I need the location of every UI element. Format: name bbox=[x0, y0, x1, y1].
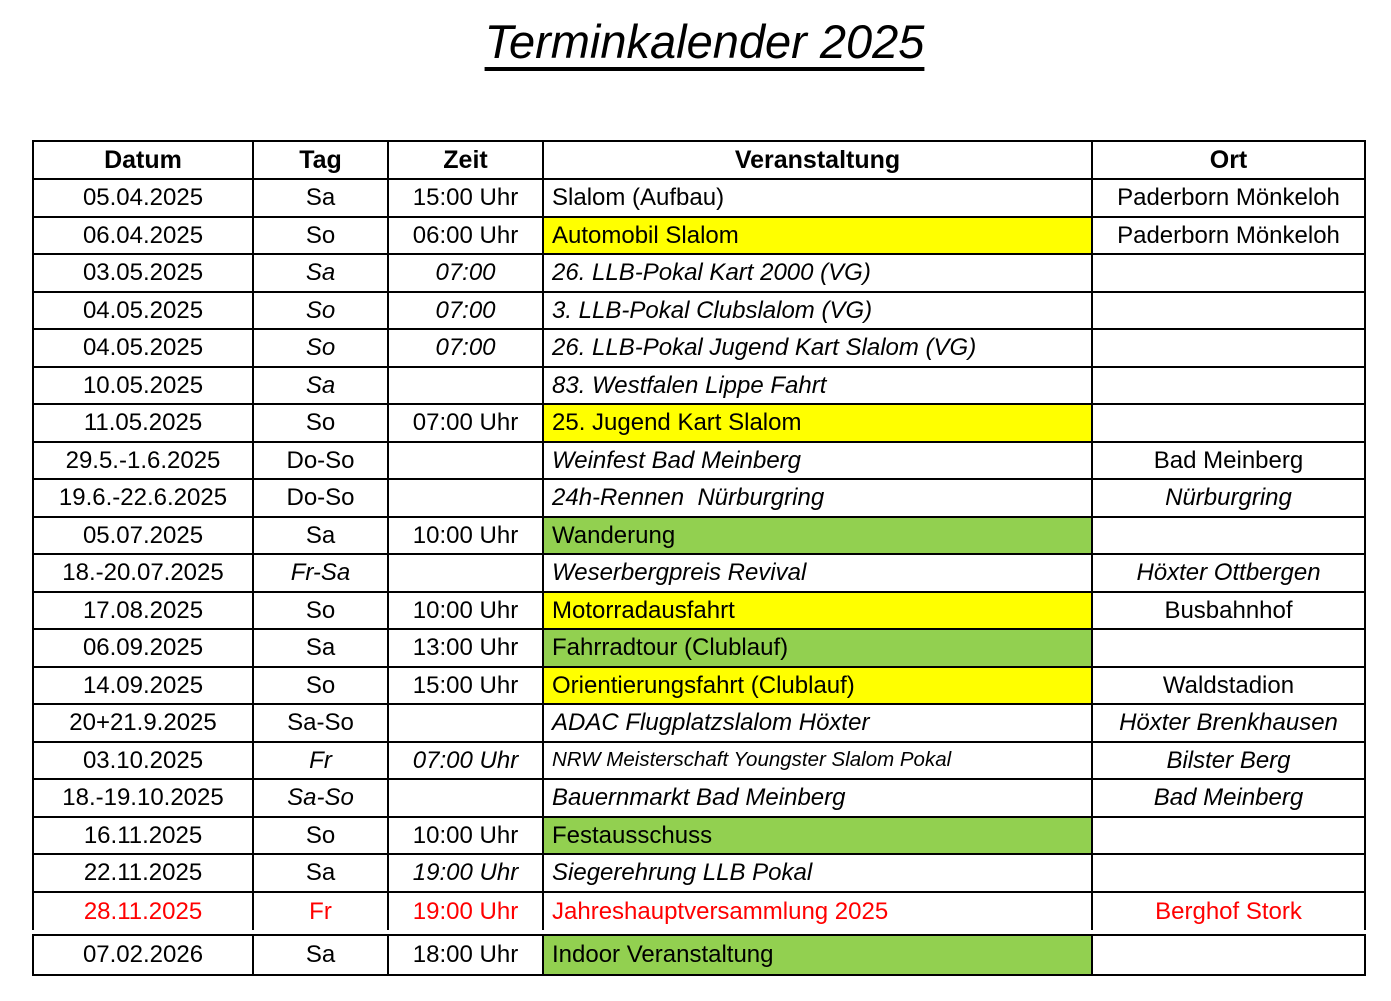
table-row bbox=[34, 518, 1364, 556]
cell-ort bbox=[1093, 330, 1364, 366]
table-row bbox=[34, 780, 1364, 818]
cell-zeit: 15:00 Uhr bbox=[389, 180, 544, 216]
header-cell-veranstaltung: Veranstaltung bbox=[544, 142, 1093, 178]
cell-ort: Bilster Berg bbox=[1166, 746, 1291, 774]
cell-tag: So bbox=[254, 218, 389, 254]
cell-veranstaltung: Slalom (Aufbau) bbox=[544, 180, 1093, 216]
cell-zeit bbox=[389, 780, 544, 816]
table-row bbox=[34, 180, 1364, 218]
cell-veranstaltung: Orientierungsfahrt (Clublauf) bbox=[544, 668, 1093, 704]
table-row bbox=[34, 818, 1364, 856]
table-row bbox=[34, 368, 1364, 406]
table-row bbox=[34, 330, 1364, 368]
cell-tag: So bbox=[254, 818, 389, 854]
cell-zeit: 10:00 Uhr bbox=[389, 593, 544, 629]
page-title: Terminkalender 2025 bbox=[484, 15, 925, 68]
table-row bbox=[34, 405, 1364, 443]
cell-zeit bbox=[389, 480, 544, 516]
cell-datum: 14.09.2025 bbox=[34, 668, 254, 704]
table-row bbox=[34, 255, 1364, 293]
cell-veranstaltung: 26. LLB-Pokal Jugend Kart Slalom (VG) bbox=[544, 330, 1093, 366]
table-row bbox=[34, 743, 1364, 781]
cell-veranstaltung: Jahreshauptversammlung 2025 bbox=[544, 893, 1093, 931]
cell-ort: Waldstadion bbox=[1162, 671, 1295, 699]
table-row bbox=[34, 480, 1364, 518]
table-row bbox=[34, 555, 1364, 593]
cell-ort: Höxter Brenkhausen bbox=[1119, 709, 1338, 737]
cell-ort: Nürburgring bbox=[1165, 484, 1292, 512]
cell-datum: 11.05.2025 bbox=[34, 405, 254, 441]
cell-tag: Sa bbox=[254, 180, 389, 216]
cell-ort: Bad Meinberg bbox=[1153, 784, 1304, 812]
cell-veranstaltung: Fahrradtour (Clublauf) bbox=[544, 630, 1093, 666]
cell-datum: 28.11.2025 bbox=[34, 893, 254, 931]
cell-ort: Paderborn Mönkeloh bbox=[1117, 221, 1340, 249]
cell-zeit: 07:00 Uhr bbox=[389, 743, 544, 779]
table-row bbox=[34, 893, 1364, 931]
cell-ort bbox=[1093, 630, 1364, 666]
table-row bbox=[34, 443, 1364, 481]
cell-veranstaltung: 3. LLB-Pokal Clubslalom (VG) bbox=[544, 293, 1093, 329]
cell-tag: So bbox=[254, 668, 389, 704]
cell-ort bbox=[1093, 855, 1364, 891]
cell-datum: 20+21.9.2025 bbox=[34, 705, 254, 741]
cell-tag: Sa bbox=[254, 255, 389, 291]
cell-tag: Sa-So bbox=[254, 705, 389, 741]
cell-datum: 10.05.2025 bbox=[34, 368, 254, 404]
cell-datum: 05.04.2025 bbox=[34, 180, 254, 216]
cell-tag: So bbox=[254, 593, 389, 629]
cell-ort bbox=[1093, 405, 1364, 441]
cell-tag: So bbox=[254, 330, 389, 366]
cell-veranstaltung: 24h-Rennen Nürburgring bbox=[544, 480, 1093, 516]
cell-zeit: 07:00 bbox=[389, 255, 544, 291]
cell-zeit: 10:00 Uhr bbox=[389, 818, 544, 854]
cell-datum: 07.02.2026 bbox=[34, 936, 254, 974]
table-row bbox=[34, 218, 1364, 256]
cell-datum: 29.5.-1.6.2025 bbox=[34, 443, 254, 479]
cell-ort bbox=[1093, 518, 1364, 554]
cell-tag: Fr-Sa bbox=[254, 555, 389, 591]
cell-datum: 16.11.2025 bbox=[34, 818, 254, 854]
cell-zeit bbox=[389, 555, 544, 591]
cell-veranstaltung: Wanderung bbox=[544, 518, 1093, 554]
cell-veranstaltung: Automobil Slalom bbox=[544, 218, 1093, 254]
cell-zeit: 18:00 Uhr bbox=[389, 936, 544, 974]
cell-ort bbox=[1093, 368, 1364, 404]
table-row bbox=[34, 855, 1364, 893]
cell-datum: 04.05.2025 bbox=[34, 293, 254, 329]
cell-zeit bbox=[389, 705, 544, 741]
cell-ort: Busbahnhof bbox=[1164, 596, 1293, 624]
cell-zeit: 13:00 Uhr bbox=[389, 630, 544, 666]
cell-tag: So bbox=[254, 293, 389, 329]
cell-veranstaltung: 25. Jugend Kart Slalom bbox=[544, 405, 1093, 441]
cell-zeit: 07:00 bbox=[389, 293, 544, 329]
cell-tag: Fr bbox=[254, 743, 389, 779]
table-row bbox=[34, 705, 1364, 743]
cell-ort bbox=[1093, 255, 1364, 291]
cell-ort: Berghof Stork bbox=[1155, 897, 1302, 925]
cell-tag: Do-So bbox=[254, 443, 389, 479]
cell-veranstaltung: Siegerehrung LLB Pokal bbox=[544, 855, 1093, 891]
cell-ort: Paderborn Mönkeloh bbox=[1117, 184, 1340, 212]
cell-datum: 18.-20.07.2025 bbox=[34, 555, 254, 591]
cell-tag: So bbox=[254, 405, 389, 441]
table-row bbox=[34, 936, 1364, 974]
cell-datum: 04.05.2025 bbox=[34, 330, 254, 366]
cell-datum: 18.-19.10.2025 bbox=[34, 780, 254, 816]
table-row bbox=[34, 293, 1364, 331]
cell-datum: 03.10.2025 bbox=[34, 743, 254, 779]
cell-zeit bbox=[389, 368, 544, 404]
cell-veranstaltung: 26. LLB-Pokal Kart 2000 (VG) bbox=[544, 255, 1093, 291]
table-row bbox=[34, 668, 1364, 706]
cell-zeit: 10:00 Uhr bbox=[389, 518, 544, 554]
cell-ort bbox=[1093, 293, 1364, 329]
cell-datum: 06.04.2025 bbox=[34, 218, 254, 254]
cell-tag: Sa bbox=[254, 855, 389, 891]
cell-veranstaltung: NRW Meisterschaft Youngster Slalom Pokal bbox=[544, 743, 1093, 779]
cell-zeit: 07:00 Uhr bbox=[389, 405, 544, 441]
cell-tag: Sa-So bbox=[254, 780, 389, 816]
cell-tag: Sa bbox=[254, 518, 389, 554]
header-cell-zeit: Zeit bbox=[389, 142, 544, 178]
cell-datum: 22.11.2025 bbox=[34, 855, 254, 891]
cell-veranstaltung: Weinfest Bad Meinberg bbox=[544, 443, 1093, 479]
cell-veranstaltung: Motorradausfahrt bbox=[544, 593, 1093, 629]
cell-zeit: 06:00 Uhr bbox=[389, 218, 544, 254]
cell-tag: Do-So bbox=[254, 480, 389, 516]
cell-zeit: 19:00 Uhr bbox=[389, 893, 544, 931]
cell-zeit: 07:00 bbox=[389, 330, 544, 366]
header-cell-datum: Datum bbox=[34, 142, 254, 178]
cell-tag: Sa bbox=[254, 936, 389, 974]
cell-tag: Sa bbox=[254, 630, 389, 666]
cell-ort: Höxter Ottbergen bbox=[1136, 559, 1321, 587]
cell-datum: 19.6.-22.6.2025 bbox=[34, 480, 254, 516]
table-row bbox=[34, 593, 1364, 631]
calendar-table bbox=[32, 140, 1366, 932]
cell-datum: 05.07.2025 bbox=[34, 518, 254, 554]
cell-ort bbox=[1093, 818, 1364, 854]
cell-ort: Bad Meinberg bbox=[1153, 446, 1304, 474]
header-cell-tag: Tag bbox=[254, 142, 389, 178]
cell-datum: 03.05.2025 bbox=[34, 255, 254, 291]
cell-zeit: 19:00 Uhr bbox=[389, 855, 544, 891]
cell-datum: 17.08.2025 bbox=[34, 593, 254, 629]
cell-veranstaltung: Festausschuss bbox=[544, 818, 1093, 854]
cell-tag: Sa bbox=[254, 368, 389, 404]
cell-datum: 06.09.2025 bbox=[34, 630, 254, 666]
cell-veranstaltung: Bauernmarkt Bad Meinberg bbox=[544, 780, 1093, 816]
cell-veranstaltung: Indoor Veranstaltung bbox=[544, 936, 1093, 974]
cell-ort bbox=[1093, 936, 1364, 974]
header-row bbox=[34, 142, 1364, 180]
cell-zeit: 15:00 Uhr bbox=[389, 668, 544, 704]
header-cell-ort: Ort bbox=[1209, 145, 1248, 174]
calendar-table-footer-section bbox=[32, 934, 1366, 976]
cell-zeit bbox=[389, 443, 544, 479]
cell-veranstaltung: 83. Westfalen Lippe Fahrt bbox=[544, 368, 1093, 404]
cell-veranstaltung: ADAC Flugplatzslalom Höxter bbox=[544, 705, 1093, 741]
cell-tag: Fr bbox=[254, 893, 389, 931]
cell-veranstaltung: Weserbergpreis Revival bbox=[544, 555, 1093, 591]
table-row bbox=[34, 630, 1364, 668]
